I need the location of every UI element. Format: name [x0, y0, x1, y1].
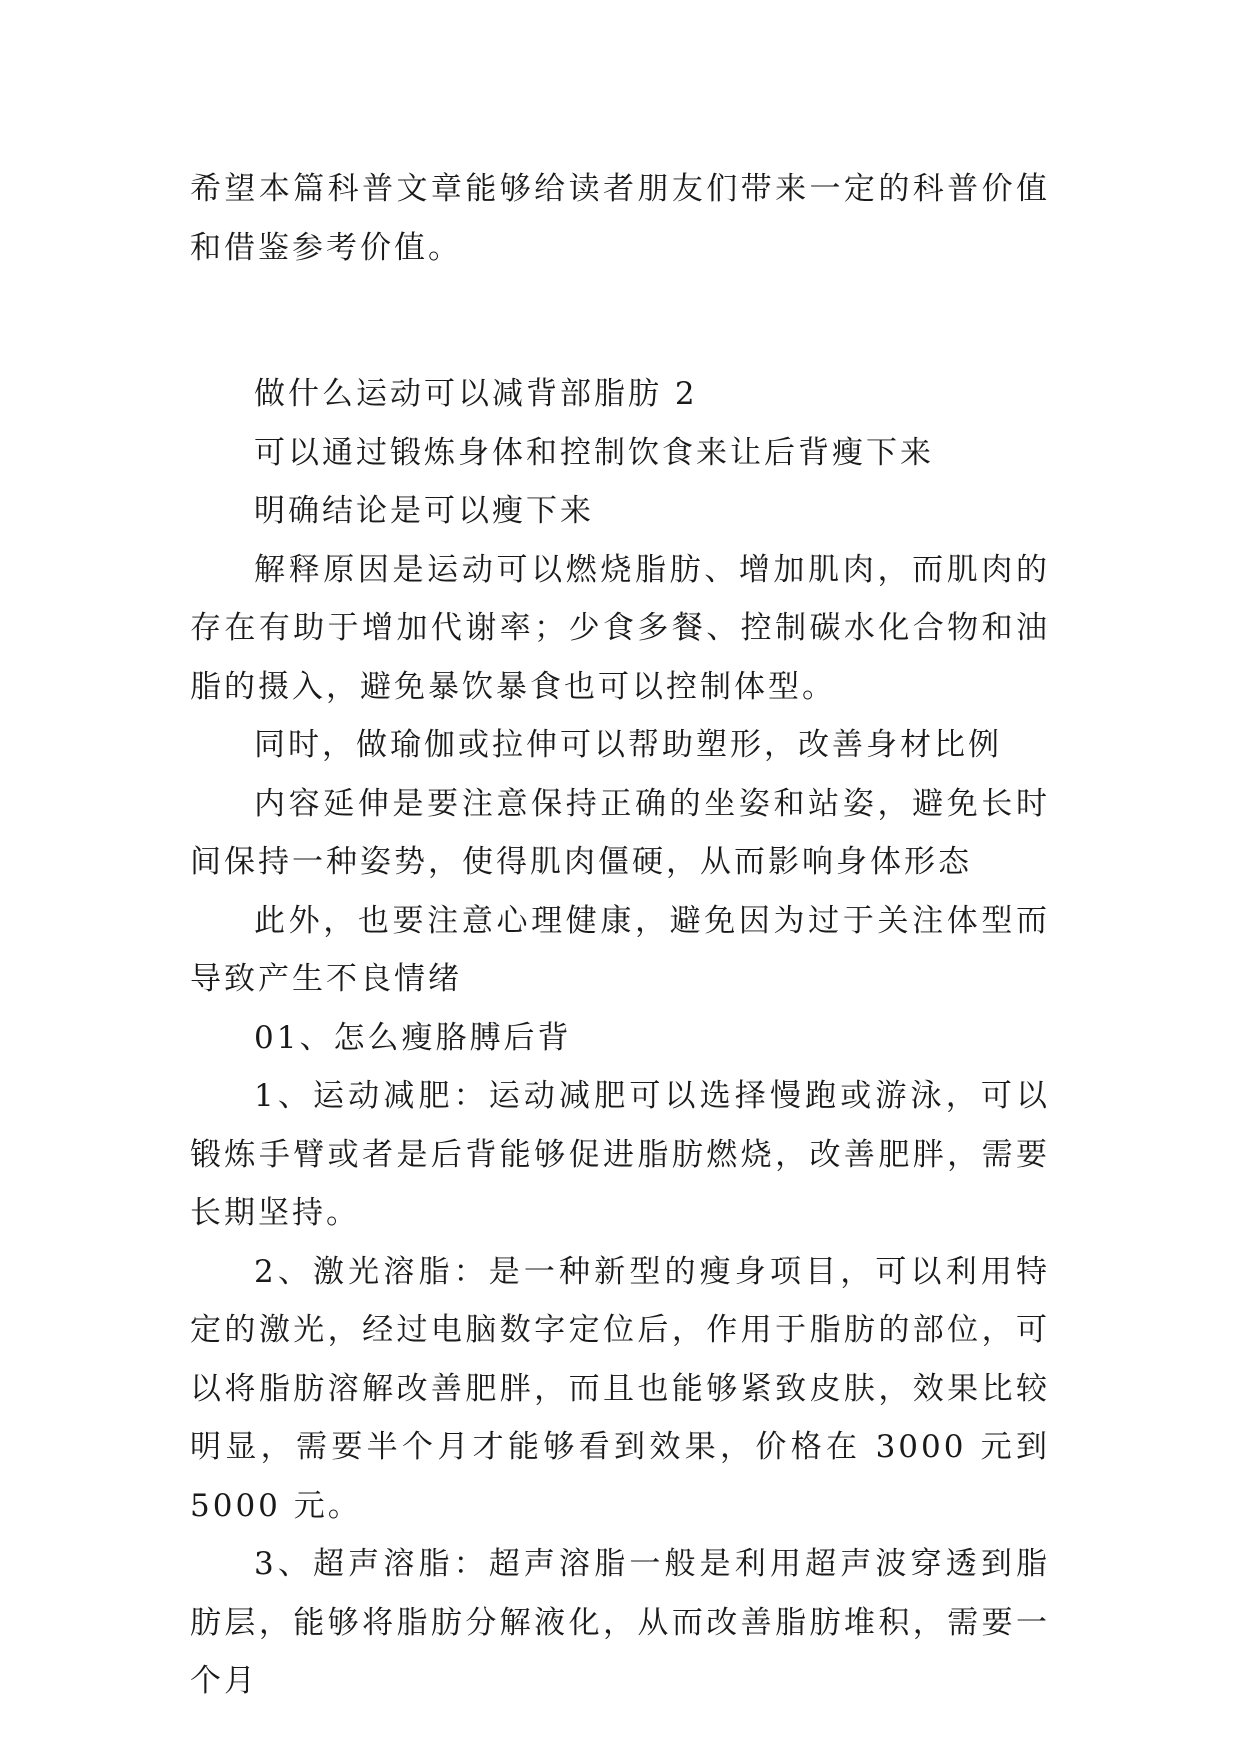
paragraph-intro-closing: 希望本篇科普文章能够给读者朋友们带来一定的科普价值和借鉴参考价值。 — [190, 171, 1050, 266]
section-heading: 做什么运动可以减背部脂肪 2 — [254, 376, 698, 412]
list-item: 1、运动减肥：运动减肥可以选择慢跑或游泳，可以锻炼手臂或者是后背能够促进脂肪燃烧，改善肥胖，需要长期坚持。 — [190, 1078, 1050, 1231]
paragraph: 同时，做瑜伽或拉伸可以帮助塑形，改善身材比例 — [254, 727, 1002, 763]
paragraph: 明确结论是可以瘦下来 — [254, 493, 594, 529]
paragraph: 内容延伸是要注意保持正确的坐姿和站姿，避免长时间保持一种姿势，使得肌肉僵硬，从而影响身体形态 — [190, 785, 1050, 880]
paragraph: 解释原因是运动可以燃烧脂肪、增加肌肉，而肌肉的存在有助于增加代谢率；少食多餐、控制碳水化合物和油脂的摄入，避免暴饮暴食也可以控制体型。 — [190, 551, 1050, 705]
list-item: 3、超声溶脂：超声溶脂一般是利用超声波穿透到脂肪层，能够将脂肪分解液化，从而改善脂肪堆积，需要一个月 — [190, 1546, 1050, 1699]
paragraph: 此外，也要注意心理健康，避免因为过于关注体型而导致产生不良情绪 — [190, 902, 1050, 997]
subsection-heading: 01、怎么瘦胳膊后背 — [254, 1019, 572, 1056]
section-gap — [190, 277, 1050, 365]
paragraph: 可以通过锻炼身体和控制饮食来让后背瘦下来 — [254, 434, 934, 471]
list-item: 2、激光溶脂：是一种新型的瘦身项目，可以利用特定的激光，经过电脑数字定位后，作用于脂肪的部位，可以将脂肪溶解改善肥胖，而且也能够紧致皮肤，效果比较明显，需要半个月才能够看到效果，价格在 3000 元到 5000 元。 — [190, 1253, 1050, 1524]
document-body — [190, 160, 1050, 1711]
